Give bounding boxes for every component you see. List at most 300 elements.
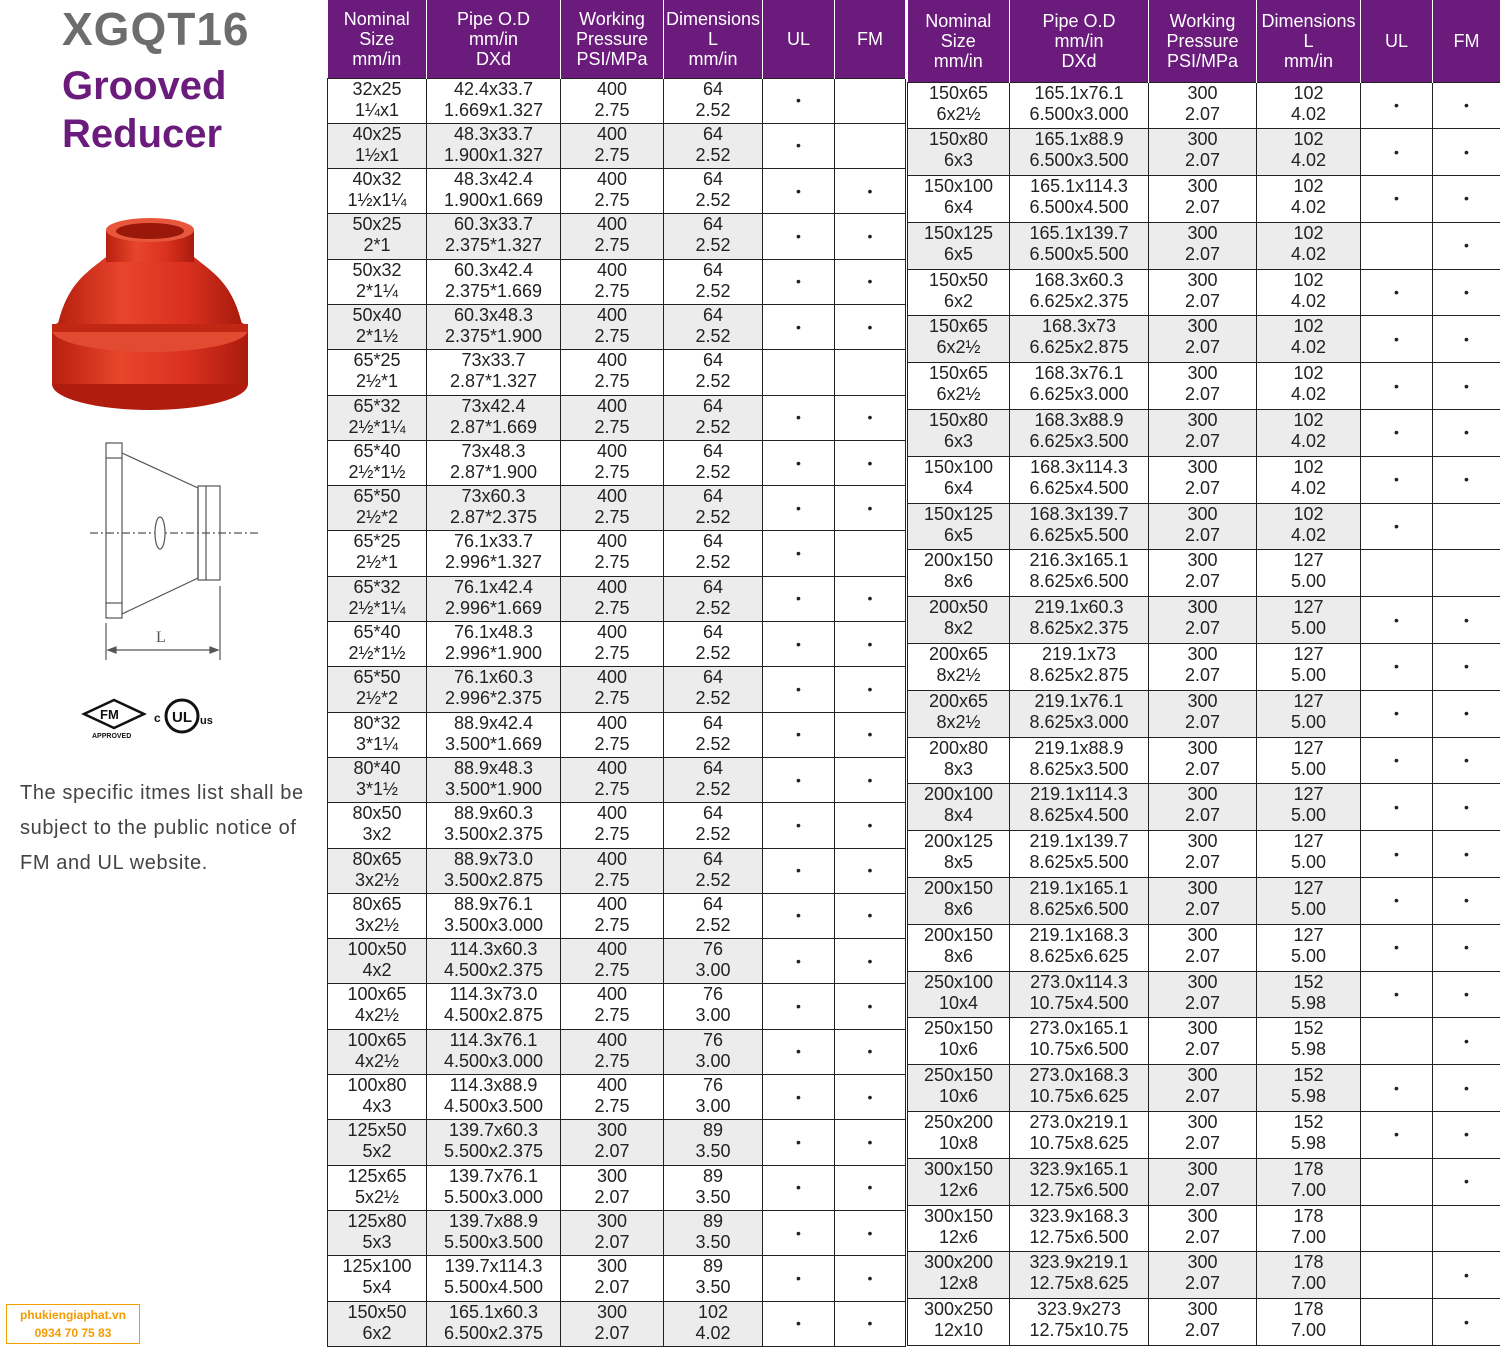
cell-line: 2.52	[695, 371, 731, 392]
svg-text:c: c	[154, 711, 161, 725]
cell-line: 3.00	[695, 1005, 731, 1026]
ul-mark-icon: •	[1394, 377, 1399, 394]
pipe-od-cell	[427, 1210, 561, 1255]
cell-line: 2.07	[1184, 1320, 1221, 1341]
pipe-od-cell	[427, 712, 561, 757]
cell-line: 64	[702, 395, 724, 416]
ul-mark-icon: •	[1394, 471, 1399, 488]
product-photo	[48, 212, 252, 416]
fm-mark-icon: •	[867, 499, 873, 516]
fm-listed-cell	[835, 848, 906, 893]
dimension-l-cell	[664, 576, 763, 621]
ul-mark-icon: •	[796, 907, 801, 924]
cell-line: 2.87*1.327	[449, 371, 538, 392]
cell-line: 2.75	[594, 416, 630, 437]
cell-line: 10x6	[938, 1086, 979, 1107]
cell-line: 2.87*2.375	[449, 507, 538, 528]
fm-listed-cell	[835, 304, 906, 349]
cell-line: 102	[1293, 269, 1324, 290]
cell-line: 6.500x4.500	[1029, 197, 1129, 218]
cell-line: 178	[1293, 1299, 1324, 1320]
cell-line: 12x8	[938, 1273, 979, 1294]
header-line: Pressure	[1166, 30, 1239, 51]
cell-line: 2.07	[1184, 711, 1221, 732]
cell-line: 6.625x3.500	[1029, 431, 1129, 452]
dimension-l-cell	[664, 123, 763, 168]
dimension-l-cell	[1257, 1252, 1361, 1299]
cell-line: 400	[596, 304, 628, 325]
cell-line: 2.52	[695, 416, 731, 437]
working-pressure-cell	[561, 848, 664, 893]
cell-line: 12.75x6.500	[1029, 1179, 1129, 1200]
cell-line: 3.00	[695, 960, 731, 981]
cell-line: 88.9x42.4	[453, 712, 534, 733]
pipe-od-cell	[427, 214, 561, 259]
cell-line: 300x250	[923, 1299, 994, 1320]
working-pressure-cell	[1149, 456, 1257, 503]
dimension-l-cell	[1257, 737, 1361, 784]
ul-mark-icon: •	[796, 228, 801, 245]
dimension-l-cell	[1257, 1018, 1361, 1065]
working-pressure-cell	[1149, 1158, 1257, 1205]
working-pressure-cell	[561, 757, 664, 802]
ul-listed-cell	[1361, 1065, 1433, 1112]
fm-mark-icon: •	[867, 590, 873, 607]
nominal-size-cell	[328, 667, 427, 712]
fm-mark-icon: •	[1464, 237, 1469, 254]
cell-line: 64	[702, 486, 724, 507]
cell-line: 5.00	[1290, 711, 1327, 732]
dimension-l-cell	[1257, 1158, 1361, 1205]
ul-listed-cell	[763, 1029, 835, 1074]
working-pressure-cell	[561, 712, 664, 757]
pipe-od-cell	[1010, 176, 1149, 223]
table-row	[908, 1158, 1500, 1205]
ul-listed-cell	[763, 712, 835, 757]
cell-line: 1½x1¼	[347, 190, 407, 211]
header-line: DXd	[475, 48, 511, 69]
cell-line: 2½*1	[355, 552, 399, 573]
cell-line: 2.07	[1184, 337, 1221, 358]
cell-line: 219.1x139.7	[1029, 831, 1129, 852]
cell-line: 5x2	[362, 1141, 392, 1162]
dimension-l-cell	[664, 395, 763, 440]
nominal-size-cell	[328, 395, 427, 440]
nominal-size-cell	[908, 971, 1010, 1018]
cell-line: 76	[702, 1075, 724, 1096]
cell-line: 2.07	[1184, 945, 1221, 966]
header-line: Working	[579, 8, 645, 29]
cell-line: 2.75	[594, 144, 630, 165]
cell-line: 300	[1187, 878, 1218, 899]
nominal-size-cell	[908, 129, 1010, 176]
nominal-size-cell	[908, 1252, 1010, 1299]
cell-line: 300	[1187, 644, 1218, 665]
cell-line: 4.02	[1290, 431, 1327, 452]
cell-line: 102	[1293, 82, 1324, 103]
cell-line: 89	[702, 1256, 724, 1277]
cell-line: 178	[1293, 1205, 1324, 1226]
ul-mark-icon: •	[1394, 190, 1399, 207]
cell-line: 219.1x168.3	[1029, 924, 1129, 945]
cell-line: 6x4	[943, 477, 974, 498]
ul-mark-icon: •	[796, 681, 801, 697]
fm-mark-icon: •	[867, 1269, 873, 1286]
dimension-l-cell	[1257, 597, 1361, 644]
cell-line: 127	[1293, 784, 1324, 805]
cell-line: 64	[702, 803, 724, 824]
cell-line: 2.07	[1184, 805, 1221, 826]
working-pressure-header	[561, 0, 664, 78]
cell-line: 8.625x2.375	[1029, 618, 1129, 639]
nominal-size-cell	[908, 222, 1010, 269]
working-pressure-cell	[561, 259, 664, 304]
cell-line: 4.02	[1290, 477, 1327, 498]
cell-line: 127	[1293, 737, 1324, 758]
cell-line: 2.87*1.900	[449, 461, 538, 482]
fm-mark-icon: •	[867, 1179, 873, 1196]
cell-line: 12.75x8.625	[1029, 1273, 1129, 1294]
working-pressure-cell	[1149, 878, 1257, 925]
nominal-size-header	[908, 0, 1010, 82]
ul-listed-cell	[1361, 690, 1433, 737]
cell-line: 42.4x33.7	[453, 78, 534, 99]
ul-mark-icon: •	[796, 1133, 801, 1150]
ul-listed-cell	[763, 304, 835, 349]
cell-line: 64	[702, 169, 724, 190]
cell-line: 100x65	[347, 1029, 407, 1050]
fm-mark-icon: •	[867, 1133, 873, 1150]
dimension-l-cell	[1257, 363, 1361, 410]
cell-line: 125x80	[347, 1210, 407, 1231]
cell-line: 2.75	[594, 280, 630, 301]
cell-line: 2.75	[594, 688, 630, 709]
nominal-size-cell	[908, 1205, 1010, 1252]
table-row	[328, 893, 906, 938]
pipe-od-cell	[427, 486, 561, 531]
ul-mark-icon: •	[1394, 1126, 1399, 1143]
nominal-size-cell	[328, 531, 427, 576]
cell-line: 200x100	[923, 784, 994, 805]
ul-listed-cell	[763, 1256, 835, 1301]
working-pressure-cell	[1149, 971, 1257, 1018]
cell-line: 150x100	[923, 176, 994, 197]
fm-listed-cell	[1433, 971, 1500, 1018]
cell-line: 3*1¼	[355, 733, 399, 754]
cell-line: 4x3	[362, 1096, 392, 1117]
dimension-l-cell	[664, 893, 763, 938]
working-pressure-cell	[561, 78, 664, 123]
cell-line: 12x10	[933, 1320, 984, 1341]
cell-line: 2.75	[594, 325, 630, 346]
cell-line: 64	[702, 576, 724, 597]
cell-line: 64	[702, 622, 724, 643]
nominal-size-cell	[328, 1301, 427, 1346]
cell-line: 323.9x168.3	[1029, 1205, 1129, 1226]
table-row	[908, 1299, 1500, 1346]
cell-line: 4.500x2.375	[443, 960, 544, 981]
table-row	[328, 169, 906, 214]
pipe-od-cell	[427, 531, 561, 576]
pipe-od-cell	[427, 1301, 561, 1346]
dimension-l-cell	[664, 1301, 763, 1346]
cell-line: 4.02	[1290, 384, 1327, 405]
pipe-od-cell	[427, 803, 561, 848]
cell-line: 2.52	[695, 778, 731, 799]
pipe-od-cell	[1010, 82, 1149, 129]
fm-mark-icon: •	[867, 1043, 873, 1060]
fm-listed-cell	[835, 1029, 906, 1074]
pipe-od-cell	[1010, 550, 1149, 597]
fm-mark-icon: •	[1464, 845, 1469, 862]
fm-listed-cell	[1433, 176, 1500, 223]
table-row	[908, 129, 1500, 176]
header-line: mm/in	[352, 48, 402, 69]
ul-listed-cell	[763, 1165, 835, 1210]
working-pressure-cell	[561, 1301, 664, 1346]
cell-line: 76.1x33.7	[453, 531, 534, 552]
pipe-od-cell	[1010, 503, 1149, 550]
svg-text:APPROVED: APPROVED	[92, 733, 132, 740]
cell-line: 65*32	[353, 576, 401, 597]
header-line: L	[707, 28, 718, 49]
pipe-od-cell	[1010, 129, 1149, 176]
cell-line: 7.00	[1290, 1226, 1327, 1247]
ul-listed-cell	[763, 1075, 835, 1120]
pipe-od-cell	[1010, 971, 1149, 1018]
working-pressure-cell	[1149, 1112, 1257, 1159]
dimension-l-cell	[1257, 831, 1361, 878]
cell-line: 200x125	[923, 831, 994, 852]
nominal-size-cell	[908, 410, 1010, 457]
nominal-size-cell	[328, 214, 427, 259]
cell-line: 114.3x76.1	[449, 1029, 538, 1050]
pipe-od-cell	[1010, 222, 1149, 269]
ul-mark-icon: •	[796, 409, 801, 426]
fm-mark-icon: •	[1464, 330, 1469, 347]
dimension-l-cell	[664, 667, 763, 712]
ul-listed-cell	[1361, 82, 1433, 129]
fm-listed-cell	[1433, 1299, 1500, 1346]
nominal-size-cell	[328, 78, 427, 123]
ul-mark-icon: •	[1394, 939, 1399, 956]
dimension-l-cell	[1257, 222, 1361, 269]
cell-line: 168.3x139.7	[1029, 503, 1129, 524]
table-row	[908, 1252, 1500, 1299]
cell-line: 2.07	[1184, 899, 1221, 920]
ul-mark-icon: •	[796, 1315, 801, 1332]
ul-listed-cell	[763, 893, 835, 938]
pipe-od-header	[427, 0, 561, 78]
cell-line: 10.75x6.625	[1029, 1086, 1129, 1107]
cell-line: 65*50	[353, 667, 401, 688]
pipe-od-cell	[427, 78, 561, 123]
ul-listed-cell	[1361, 878, 1433, 925]
cell-line: 64	[702, 531, 724, 552]
cell-line: 2.07	[1184, 477, 1221, 498]
ul-mark-icon: •	[796, 726, 801, 743]
ul-mark-icon: •	[796, 590, 801, 607]
cell-line: 150x125	[923, 222, 994, 243]
table-row	[908, 176, 1500, 223]
working-pressure-cell	[561, 531, 664, 576]
working-pressure-cell	[1149, 316, 1257, 363]
table-row	[328, 712, 906, 757]
cell-line: 5.98	[1290, 1086, 1327, 1107]
cell-line: 150x100	[923, 456, 994, 477]
cell-line: 65*32	[353, 395, 401, 416]
fm-header	[835, 0, 906, 78]
cell-line: 89	[702, 1210, 724, 1231]
pipe-od-cell	[1010, 1205, 1149, 1252]
product-panel	[0, 0, 320, 1351]
cell-line: 40x25	[352, 123, 402, 144]
cell-line: 64	[702, 848, 724, 869]
header-line: PSI/MPa	[1166, 50, 1239, 71]
cell-line: 10.75x8.625	[1029, 1133, 1129, 1154]
working-pressure-cell	[1149, 1299, 1257, 1346]
dimension-l-cell	[1257, 924, 1361, 971]
cell-line: 219.1x114.3	[1030, 784, 1128, 805]
model-number: XGQT16	[62, 3, 250, 55]
nominal-size-header	[328, 0, 427, 78]
cell-line: 8x6	[943, 899, 974, 920]
cell-line: 2.52	[695, 190, 731, 211]
cell-line: 300	[1187, 1158, 1218, 1179]
cell-line: 2.996*1.900	[444, 643, 543, 664]
fm-mark-icon: •	[867, 1315, 873, 1332]
cell-line: 32x25	[352, 78, 402, 99]
table-row	[908, 1205, 1500, 1252]
cell-line: 168.3x60.3	[1034, 269, 1124, 290]
ul-listed-cell	[763, 259, 835, 304]
cell-line: 2½*2	[355, 507, 399, 528]
pipe-od-cell	[427, 1165, 561, 1210]
cell-line: 2.52	[695, 552, 731, 573]
nominal-size-cell	[908, 363, 1010, 410]
cell-line: 64	[702, 757, 724, 778]
fm-mark-icon: •	[867, 635, 873, 652]
fm-mark-icon: •	[867, 681, 873, 697]
cell-line: 200x65	[928, 644, 989, 665]
fm-mark-icon: •	[867, 726, 873, 743]
cell-line: 7.00	[1290, 1273, 1327, 1294]
working-pressure-header	[1149, 0, 1257, 82]
pipe-od-cell	[1010, 269, 1149, 316]
header-line: mm/in	[933, 50, 983, 71]
cell-line: 1½x1	[354, 144, 400, 165]
cell-line: 2.75	[594, 461, 630, 482]
fm-mark-icon: •	[867, 454, 873, 471]
cell-line: 300	[596, 1165, 628, 1186]
ul-mark-icon: •	[1394, 845, 1399, 862]
cell-line: 400	[596, 169, 628, 190]
cell-line: 50x32	[352, 259, 402, 280]
cell-line: 3.500x2.375	[443, 824, 544, 845]
cell-line: 150x80	[928, 129, 989, 150]
nominal-size-cell	[328, 440, 427, 485]
nominal-size-cell	[328, 486, 427, 531]
cell-line: 2.07	[1184, 1086, 1221, 1107]
cell-line: 300	[596, 1120, 628, 1141]
cell-line: 216.3x165.1	[1029, 550, 1129, 571]
cell-line: 6.625x2.375	[1029, 290, 1129, 311]
cell-line: 300	[596, 1256, 628, 1277]
cell-line: 2.75	[594, 960, 630, 981]
cell-line: 125x50	[347, 1120, 407, 1141]
cell-line: 6x2	[362, 1322, 392, 1343]
pipe-od-cell	[427, 1256, 561, 1301]
fm-listed-cell	[835, 440, 906, 485]
cell-line: 64	[702, 667, 724, 688]
cell-line: 12x6	[938, 1226, 979, 1247]
nominal-size-cell	[328, 1210, 427, 1255]
dimension-l-cell	[1257, 129, 1361, 176]
cell-line: 2.07	[594, 1186, 630, 1207]
cell-line: 1.900x1.669	[443, 190, 544, 211]
cell-line: 76.1x48.3	[453, 622, 534, 643]
ul-listed-cell	[763, 1120, 835, 1165]
fm-listed-cell	[835, 984, 906, 1029]
cell-line: 2.07	[1184, 197, 1221, 218]
cell-line: 2.996*1.327	[444, 552, 543, 573]
cell-line: 6x5	[943, 524, 974, 545]
ul-listed-cell	[763, 395, 835, 440]
working-pressure-cell	[1149, 737, 1257, 784]
table-row	[908, 784, 1500, 831]
table-row	[328, 939, 906, 984]
pipe-od-cell	[1010, 1018, 1149, 1065]
cell-line: 273.0x165.1	[1029, 1018, 1129, 1039]
cell-line: 300	[1187, 316, 1218, 337]
cell-line: 2.75	[594, 869, 630, 890]
cell-line: 127	[1293, 924, 1324, 945]
cell-line: 64	[702, 893, 724, 914]
nominal-size-cell	[908, 550, 1010, 597]
ul-listed-cell	[763, 1210, 835, 1255]
table-row	[328, 123, 906, 168]
fm-mark-icon: •	[1464, 377, 1469, 394]
cell-line: 10x6	[938, 1039, 979, 1060]
working-pressure-cell	[1149, 644, 1257, 691]
cell-line: 168.3x73	[1041, 316, 1117, 337]
cell-line: 2.07	[1184, 665, 1221, 686]
fm-listed-cell	[835, 1165, 906, 1210]
fm-listed-cell	[1433, 129, 1500, 176]
ul-mark-icon: •	[796, 771, 801, 788]
fm-listed-cell	[835, 78, 906, 123]
cell-line: 300	[1187, 129, 1218, 150]
cell-line: 219.1x88.9	[1034, 737, 1124, 758]
cell-line: 2.07	[594, 1277, 630, 1298]
cell-line: 88.9x76.1	[453, 893, 534, 914]
working-pressure-cell	[1149, 831, 1257, 878]
table-row	[328, 984, 906, 1029]
dimension-l-cell	[664, 214, 763, 259]
cell-line: 6x3	[943, 150, 974, 171]
cell-line: 273.0x168.3	[1029, 1065, 1129, 1086]
cell-line: 65*25	[353, 350, 401, 371]
header-line: Dimensions	[665, 8, 761, 29]
cell-line: 127	[1293, 831, 1324, 852]
cell-line: 400	[596, 214, 628, 235]
cell-line: 5.00	[1290, 945, 1327, 966]
fm-mark-icon: •	[1464, 986, 1469, 1003]
cell-line: 300	[1187, 831, 1218, 852]
fm-listed-cell	[835, 1256, 906, 1301]
table-row	[908, 924, 1500, 971]
cell-line: 300	[596, 1210, 628, 1231]
